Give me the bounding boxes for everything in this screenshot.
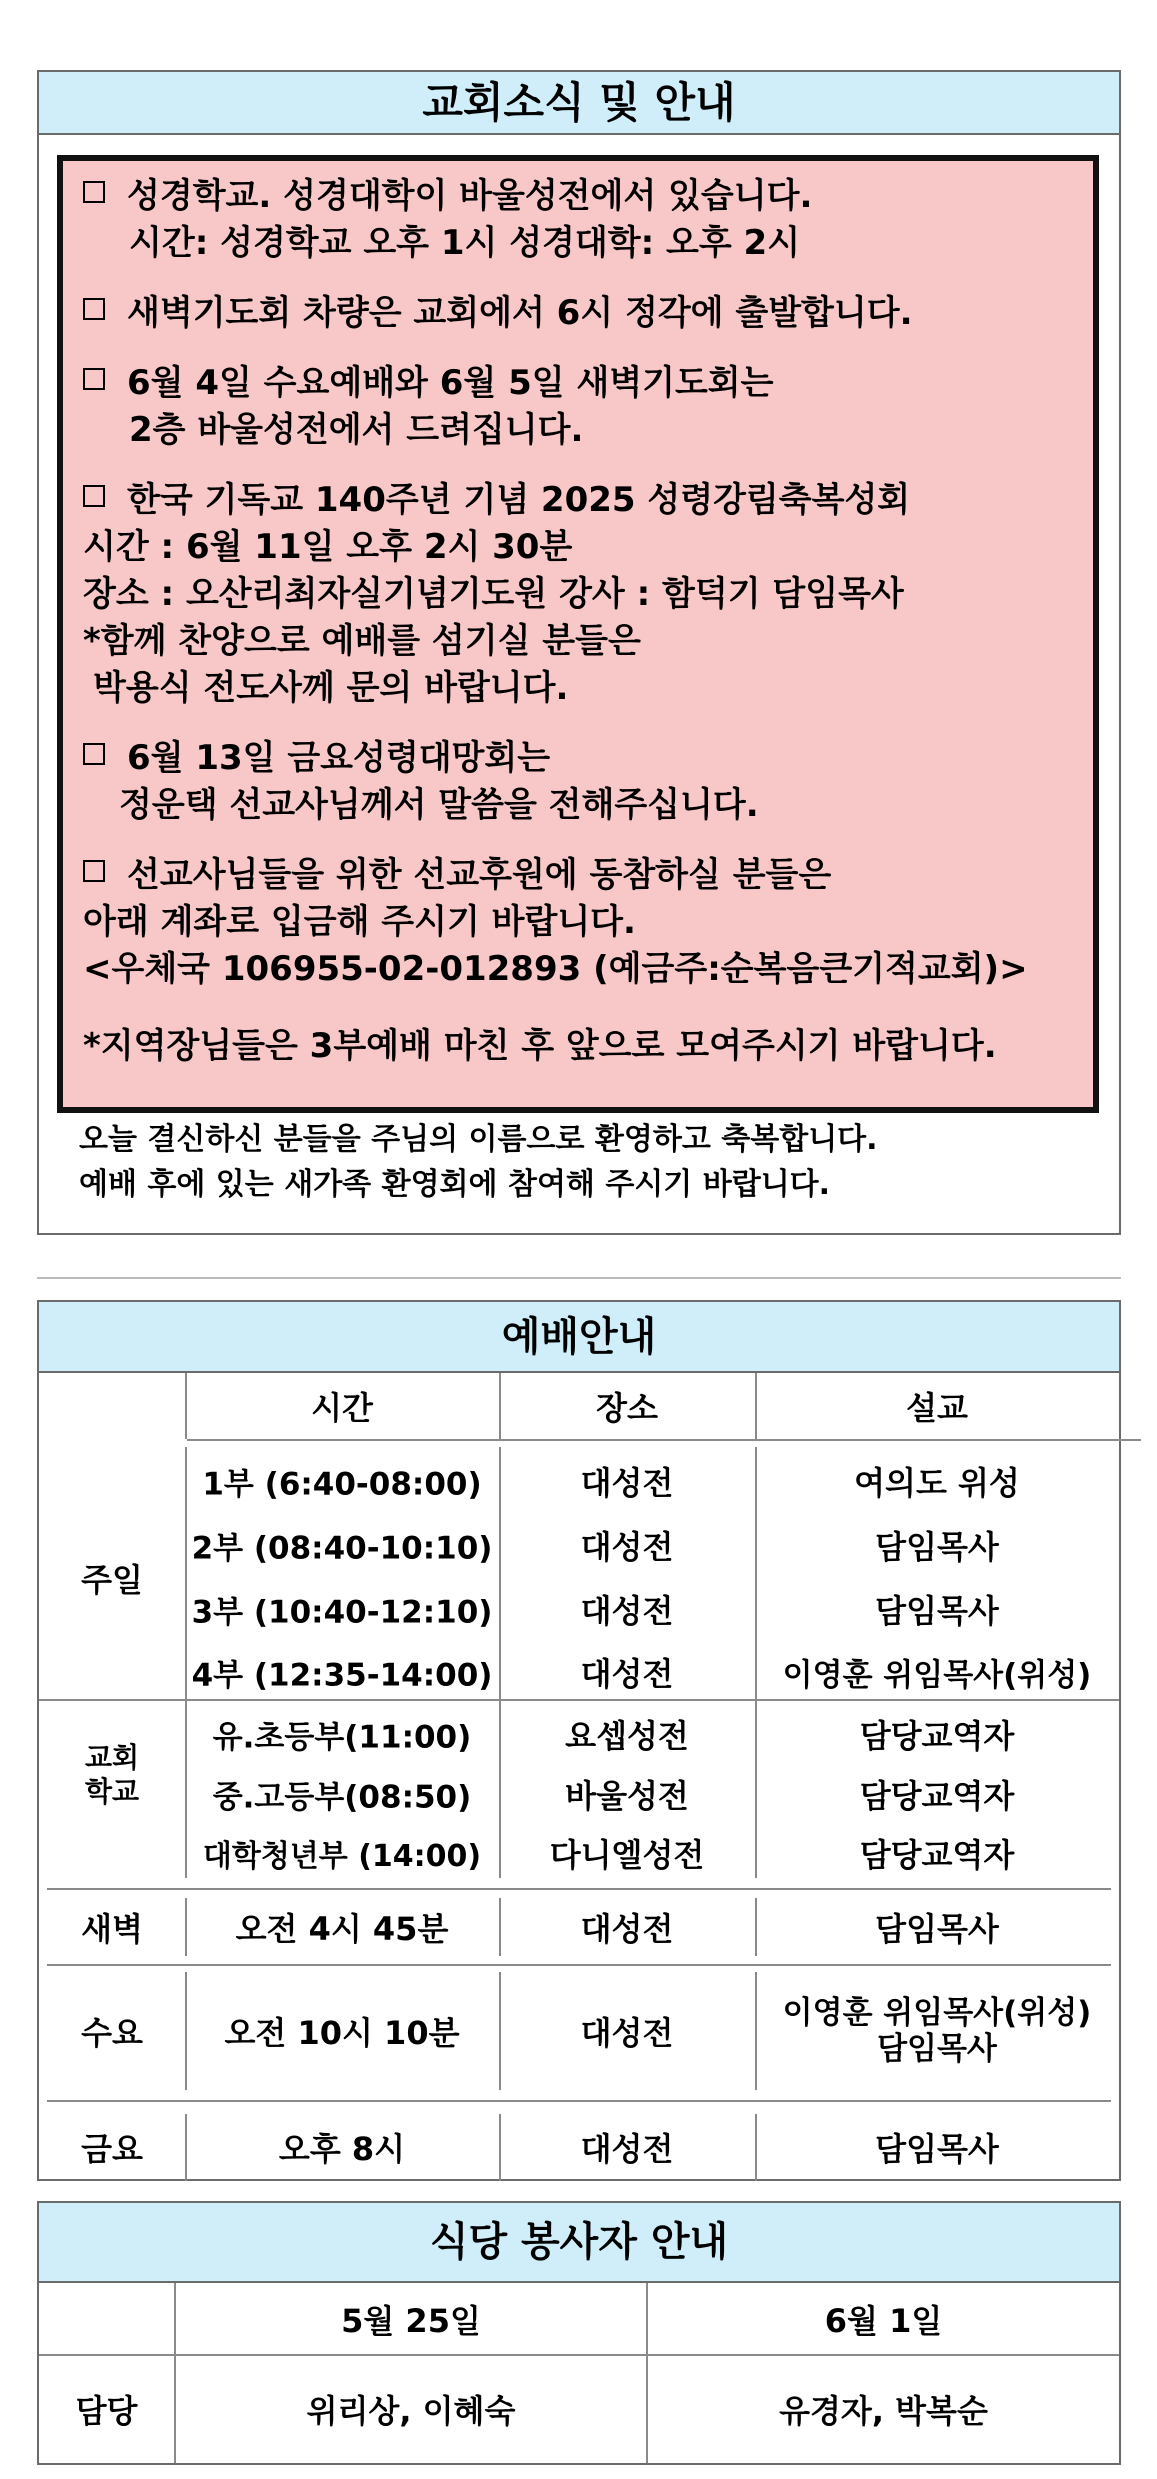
service-place: 대성전: [580, 1910, 674, 1948]
checkbox-bullet-icon: [83, 485, 105, 507]
row-label-friday: 금요: [81, 2130, 143, 2168]
service-place: 다니엘성전: [549, 1836, 705, 1874]
table-rule: [47, 1888, 1111, 1890]
service-preacher: 이영훈 위임목사(위성) 담임목사: [782, 1995, 1092, 2067]
service-place: 대성전: [580, 1464, 674, 1502]
volunteer-names: 유경자, 박복순: [779, 2392, 988, 2430]
row-label-church-school: 교회 학교: [84, 1741, 140, 1808]
service-place: 대성전: [580, 1592, 674, 1630]
service-time: 오후 8시: [278, 2130, 406, 2168]
service-time: 대학청년부 (14:00): [202, 1839, 482, 1874]
worship-guide-section: [37, 1300, 1121, 2181]
service-preacher: 담당교역자: [859, 1836, 1015, 1874]
cafeteria-volunteer-title: 식당 봉사자 안내: [39, 2203, 1119, 2283]
table-rule: [47, 1964, 1111, 1966]
cafeteria-volunteer-section: [37, 2201, 1121, 2465]
church-news-section: [37, 70, 1121, 1235]
row-label-sunday: 주일: [81, 1561, 143, 1599]
church-news-title: 교회소식 및 안내: [39, 72, 1119, 135]
service-place: 바울성전: [565, 1777, 689, 1815]
row-label-in-charge: 담당: [75, 2392, 138, 2430]
notice-item: *지역장님들은 3부예배 마친 후 앞으로 모여주시기 바랍니다.: [83, 1026, 997, 1066]
notice-panel: [57, 155, 1099, 1113]
service-place: 대성전: [580, 2130, 674, 2168]
volunteer-names: 위리상, 이혜숙: [306, 2392, 516, 2430]
notice-item: 성경학교. 성경대학이 바울성전에서 있습니다. 시간: 성경학교 오후 1시 성경대학: 오후 2시: [83, 173, 1073, 267]
welcome-message: 오늘 결신하신 분들을 주님의 이름으로 환영하고 축복합니다. 예배 후에 있는 새가족 환영회에 참여해 주시기 바랍니다.: [79, 1122, 878, 1202]
table-rule: [187, 1439, 1141, 1441]
service-time: 유.초등부(11:00): [212, 1719, 472, 1756]
service-preacher: 담당교역자: [859, 1777, 1015, 1815]
column-header-sermon: 설교: [906, 1389, 968, 1427]
service-time: 2부 (08:40-10:10): [191, 1530, 493, 1567]
section-divider: [37, 1277, 1121, 1279]
service-time: 중.고등부(08:50): [212, 1779, 472, 1816]
notice-item: 한국 기독교 140주년 기념 2025 성령강림축복성회 시간 : 6월 11일 오후 2시 30분 장소 : 오산리최자실기념기도원 강사 : 함덕기 담임목사 *함께 찬양으로 예배를 섬기실 분들은 박용식 전도사께 문의 바랍니다.: [83, 480, 911, 708]
checkbox-bullet-icon: [83, 181, 105, 203]
service-time: 3부 (10:40-12:10): [191, 1594, 493, 1631]
service-place: 대성전: [580, 2014, 674, 2052]
checkbox-bullet-icon: [83, 298, 105, 320]
service-preacher: 담임목사: [875, 2130, 999, 2168]
row-label-wednesday: 수요: [81, 2014, 143, 2052]
checkbox-bullet-icon: [83, 368, 105, 390]
notice-item: 새벽기도회 차량은 교회에서 6시 정각에 출발합니다.: [83, 290, 1073, 337]
table-rule: [39, 2354, 1119, 2356]
service-time: 오전 4시 45분: [235, 1910, 449, 1948]
service-place: 요셉성전: [565, 1717, 689, 1755]
table-rule: [39, 1699, 1119, 1701]
service-preacher: 담임목사: [875, 1592, 999, 1630]
row-label-dawn: 새벽: [81, 1910, 143, 1948]
checkbox-bullet-icon: [83, 860, 105, 882]
checkbox-bullet-icon: [83, 743, 105, 765]
service-preacher: 이영훈 위임목사(위성): [782, 1657, 1092, 1694]
service-preacher: 담당교역자: [859, 1717, 1015, 1755]
service-time: 1부 (6:40-08:00): [202, 1466, 482, 1503]
service-place: 대성전: [580, 1655, 674, 1693]
volunteer-date: 6월 1일: [824, 2302, 943, 2340]
service-preacher: 여의도 위성: [854, 1464, 1020, 1502]
column-header-place: 장소: [596, 1389, 658, 1427]
table-rule: [47, 2100, 1111, 2102]
notice-item: 6월 13일 금요성령대망회는 정운택 선교사님께서 말씀을 전해주십니다.: [83, 735, 1073, 829]
notice-item: 6월 4일 수요예배와 6월 5일 새벽기도회는 2층 바울성전에서 드려집니다.: [83, 360, 1073, 454]
service-time: 4부 (12:35-14:00): [191, 1657, 493, 1694]
volunteer-date: 5월 25일: [341, 2302, 481, 2340]
notice-item: 선교사님들을 위한 선교후원에 동참하실 분들은 아래 계좌로 입금해 주시기 바랍니다. <우체국 106955-02-012893 (예금주:순복음큰기적교회)>: [83, 855, 1028, 989]
service-preacher: 담임목사: [875, 1528, 999, 1566]
service-place: 대성전: [580, 1528, 674, 1566]
column-header-time: 시간: [311, 1389, 373, 1427]
service-preacher: 담임목사: [875, 1910, 999, 1948]
service-time: 오전 10시 10분: [224, 2014, 460, 2052]
worship-guide-title: 예배안내: [39, 1302, 1119, 1373]
